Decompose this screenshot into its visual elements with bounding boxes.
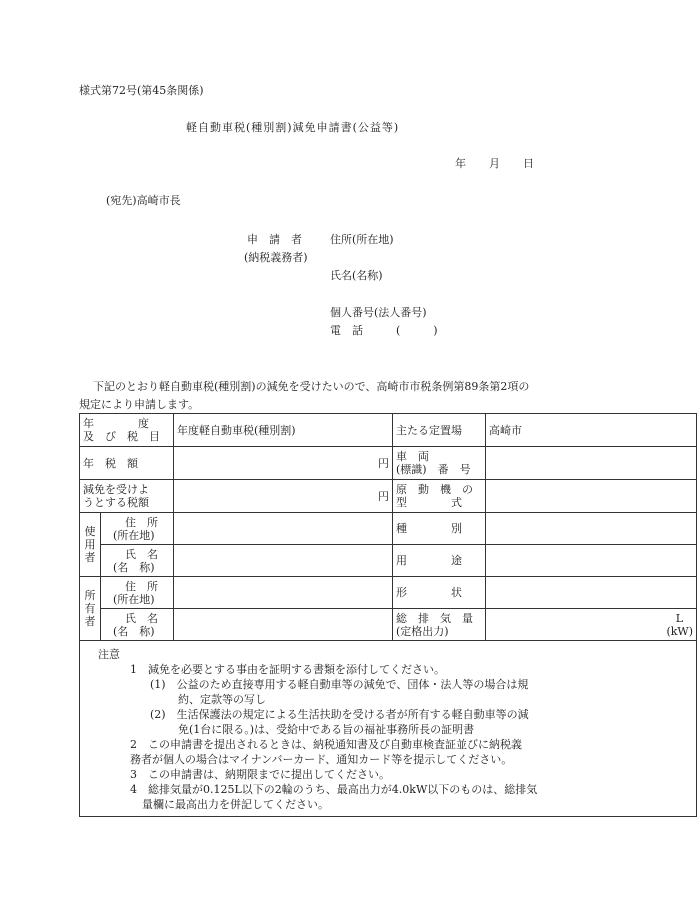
owner-address-field[interactable]	[174, 577, 393, 609]
engine-type-label-cell	[393, 480, 486, 513]
owner-address-label-1: 住 所	[125, 579, 158, 593]
applicant-role-sub: (納税義務者)	[244, 251, 308, 264]
user-label: 使用者	[84, 525, 96, 564]
user-address-label-2: (所在地)	[113, 528, 155, 542]
applicant-id-label: 個人番号(法人番号)	[330, 306, 427, 319]
engine-type-field[interactable]	[486, 480, 697, 513]
reduction-label-1: 減免を受けよ	[83, 483, 149, 496]
place-label: 主たる定置場	[396, 423, 462, 437]
place-value: 高崎市	[489, 423, 522, 437]
note-4b: 量欄に最高出力を併記してください。	[142, 798, 329, 811]
note-1-1a: (1) 公益のため直接専用する軽自動車等の減免で、団体・法人等の場合は規	[150, 678, 529, 691]
reduction-label-cell	[80, 480, 174, 513]
note-1-2a: (2) 生活保護法の規定による生活扶助を受ける者が所有する軽自動車等の減	[150, 708, 529, 721]
owner-name-label-2: (名 称)	[113, 624, 155, 638]
displacement-label-1: 総 排 気 量	[396, 611, 473, 625]
usage-field[interactable]	[486, 545, 697, 577]
owner-name-label-cell	[101, 609, 174, 641]
table-row	[80, 609, 697, 641]
place-value-cell[interactable]	[486, 414, 697, 447]
applicant-phone-label: 電 話	[330, 324, 363, 337]
shape-field[interactable]	[486, 577, 697, 609]
owner-address-label-cell	[101, 577, 174, 609]
user-name-label-2: (名 称)	[113, 560, 155, 574]
date-year-label: 年	[455, 157, 466, 170]
year-label-cell	[80, 414, 174, 447]
application-table	[79, 413, 697, 817]
note-2a: 2 この申請書を提出されるときは、納税通知書及び自動車検査証並びに納税義	[130, 738, 522, 751]
year-label-line-2: 及 び 税 目	[83, 430, 160, 443]
owner-name-field[interactable]	[174, 609, 393, 641]
displacement-field[interactable]	[486, 609, 697, 641]
note-1: 1 減免を必要とする事由を証明する書類を添付してください。	[130, 663, 445, 676]
type-label: 種 別	[396, 522, 462, 535]
notes-cell	[80, 641, 697, 817]
applicant-role: 申 請 者	[247, 233, 302, 246]
shape-label: 形 状	[396, 586, 462, 599]
table-row	[80, 447, 697, 480]
vehicle-number-field[interactable]	[486, 447, 697, 480]
table-row	[80, 414, 697, 447]
note-1-1b: 約、定款等の写し	[178, 693, 266, 706]
user-name-label-1: 氏 名	[125, 547, 158, 561]
page-title: 軽自動車税(種別割)減免申請書(公益等)	[186, 121, 400, 134]
tax-amount-label: 年 税 額	[83, 456, 138, 470]
owner-label: 所有者	[84, 589, 96, 628]
table-row	[80, 641, 697, 817]
year-value-cell[interactable]	[174, 414, 393, 447]
reduction-label-2: うとする税額	[83, 496, 149, 509]
addressee: (宛先)高崎市長	[106, 194, 181, 207]
year-value: 年度軽自動車税(種別割)	[177, 423, 296, 437]
tax-amount-field[interactable]	[174, 447, 393, 480]
vehicle-number-label-cell	[393, 447, 486, 480]
place-label-cell	[393, 414, 486, 447]
yen-unit: 円	[378, 489, 389, 503]
user-address-label-1: 住 所	[125, 515, 158, 529]
owner-label-cell	[80, 577, 101, 641]
date-day-label: 日	[523, 157, 534, 170]
unit-liters: L	[675, 611, 683, 625]
table-row	[80, 545, 697, 577]
note-1-2b: 免(1台に限る。)は、受給中である旨の福祉事務所長の証明書	[178, 723, 475, 736]
owner-address-label-2: (所在地)	[113, 592, 155, 606]
date-month-label: 月	[489, 157, 500, 170]
unit-kw: (kW)	[666, 624, 693, 638]
type-field[interactable]	[486, 513, 697, 545]
table-row	[80, 513, 697, 545]
type-label-cell	[393, 513, 486, 545]
form-number: 様式第72号(第45条関係)	[79, 84, 204, 97]
reduction-amount-field[interactable]	[174, 480, 393, 513]
usage-label-cell	[393, 545, 486, 577]
engine-type-label-2: 型 式	[396, 496, 462, 509]
shape-label-cell	[393, 577, 486, 609]
note-3: 3 この申請書は、納期限までに提出してください。	[130, 768, 390, 781]
user-address-label-cell	[101, 513, 174, 545]
applicant-address-label: 住所(所在地)	[330, 233, 394, 246]
usage-label: 用 途	[396, 554, 462, 567]
note-4a: 4 総排気量が0.125L以下の2輪のうち、最高出力が4.0kW以下のものは、総排気	[130, 783, 538, 796]
displacement-label-cell	[393, 609, 486, 641]
user-label-cell	[80, 513, 101, 577]
note-2b: 務者が個人の場合はマイナンバーカード、通知カード等を提示してください。	[130, 753, 513, 766]
notes-heading: 注意	[98, 648, 120, 661]
yen-unit: 円	[378, 456, 389, 470]
vehicle-number-label-2: (標識) 番 号	[396, 463, 471, 476]
user-address-field[interactable]	[174, 513, 393, 545]
tax-amount-label-cell	[80, 447, 174, 480]
displacement-label-2: (定格出力)	[396, 624, 449, 638]
intro-line-2: 規定により申請します。	[79, 398, 200, 411]
user-name-label-cell	[101, 545, 174, 577]
engine-type-label-1: 原 動 機 の	[396, 483, 473, 496]
intro-line-1: 下記のとおり軽自動車税(種別割)の減免を受けたいので、高崎市市税条例第89条第2項の	[93, 380, 530, 393]
owner-name-label-1: 氏 名	[125, 611, 158, 625]
vehicle-number-label-1: 車 両	[396, 450, 429, 463]
user-name-field[interactable]	[174, 545, 393, 577]
applicant-name-label: 氏名(名称)	[330, 269, 383, 282]
table-row	[80, 480, 697, 513]
table-row	[80, 577, 697, 609]
year-label-line-1: 年 度	[83, 417, 149, 430]
applicant-phone-parens: ( )	[396, 324, 438, 337]
